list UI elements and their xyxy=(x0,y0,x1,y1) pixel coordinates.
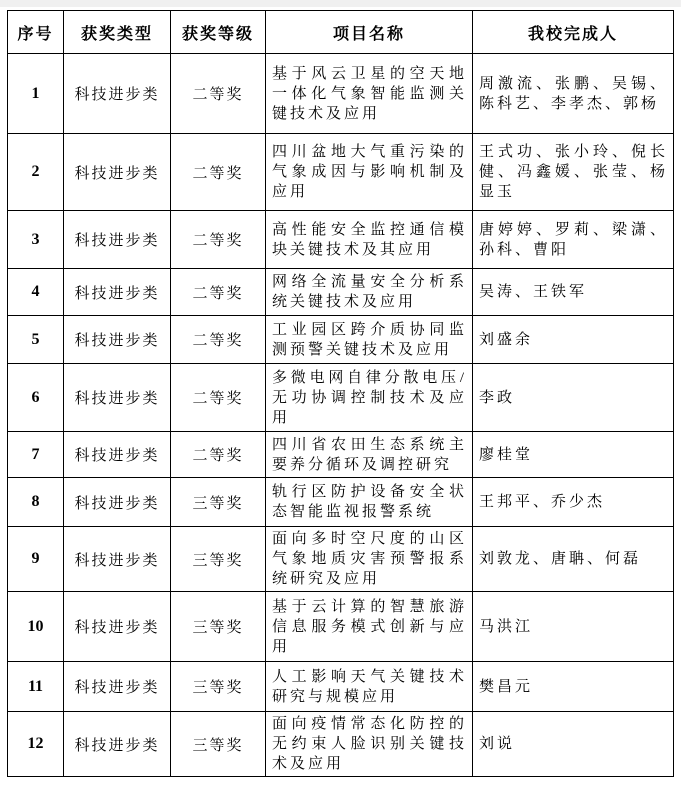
cell-members: 马洪江 xyxy=(473,592,674,662)
cell-no: 10 xyxy=(8,592,64,662)
awards-table xyxy=(7,10,674,777)
cell-project-name: 基于风云卫星的空天地一体化气象智能监测关键技术及应用 xyxy=(266,54,473,134)
cell-project-name: 人工影响天气关键技术研究与规模应用 xyxy=(266,662,473,712)
cell-award-level: 二等奖 xyxy=(171,432,266,478)
cell-award-type: 科技进步类 xyxy=(64,712,171,777)
cell-no: 8 xyxy=(8,478,64,527)
table-row xyxy=(8,478,674,527)
cell-members: 刘说 xyxy=(473,712,674,777)
cell-project-name: 轨行区防护设备安全状态智能监视报警系统 xyxy=(266,478,473,527)
table-row xyxy=(8,211,674,269)
cell-no: 7 xyxy=(8,432,64,478)
cell-members: 李政 xyxy=(473,364,674,432)
cell-award-level: 三等奖 xyxy=(171,662,266,712)
cell-members: 樊昌元 xyxy=(473,662,674,712)
cell-award-type: 科技进步类 xyxy=(64,478,171,527)
cell-no: 9 xyxy=(8,527,64,592)
cell-no: 4 xyxy=(8,269,64,316)
cell-award-type: 科技进步类 xyxy=(64,134,171,211)
cell-award-level: 三等奖 xyxy=(171,527,266,592)
header-award-type: 获奖类型 xyxy=(64,11,171,54)
cell-members: 唐婷婷、罗莉、梁潇、孙科、曹阳 xyxy=(473,211,674,269)
cell-award-type: 科技进步类 xyxy=(64,364,171,432)
cell-project-name: 多微电网自律分散电压/无功协调控制技术及应用 xyxy=(266,364,473,432)
page-top-strip xyxy=(0,0,681,7)
cell-no: 5 xyxy=(8,316,64,364)
cell-award-type: 科技进步类 xyxy=(64,211,171,269)
cell-award-level: 二等奖 xyxy=(171,134,266,211)
table-row xyxy=(8,527,674,592)
cell-members: 王邦平、乔少杰 xyxy=(473,478,674,527)
cell-award-type: 科技进步类 xyxy=(64,269,171,316)
cell-project-name: 基于云计算的智慧旅游信息服务模式创新与应用 xyxy=(266,592,473,662)
cell-members: 刘盛余 xyxy=(473,316,674,364)
cell-members: 周激流、张鹏、吴锡、陈科艺、李孝杰、郭杨 xyxy=(473,54,674,134)
cell-project-name: 四川盆地大气重污染的气象成因与影响机制及应用 xyxy=(266,134,473,211)
cell-no: 1 xyxy=(8,54,64,134)
cell-award-level: 三等奖 xyxy=(171,712,266,777)
table-row xyxy=(8,54,674,134)
cell-award-level: 二等奖 xyxy=(171,211,266,269)
cell-no: 11 xyxy=(8,662,64,712)
table-row xyxy=(8,134,674,211)
table-row xyxy=(8,316,674,364)
cell-award-level: 二等奖 xyxy=(171,269,266,316)
table-row xyxy=(8,432,674,478)
cell-no: 12 xyxy=(8,712,64,777)
cell-award-level: 二等奖 xyxy=(171,364,266,432)
cell-award-level: 三等奖 xyxy=(171,478,266,527)
header-no: 序号 xyxy=(8,11,64,54)
table-row xyxy=(8,364,674,432)
cell-project-name: 四川省农田生态系统主要养分循环及调控研究 xyxy=(266,432,473,478)
cell-award-level: 二等奖 xyxy=(171,54,266,134)
cell-project-name: 面向疫情常态化防控的无约束人脸识别关键技术及应用 xyxy=(266,712,473,777)
cell-project-name: 网络全流量安全分析系统关键技术及应用 xyxy=(266,269,473,316)
header-award-level: 获奖等级 xyxy=(171,11,266,54)
cell-award-type: 科技进步类 xyxy=(64,592,171,662)
cell-no: 6 xyxy=(8,364,64,432)
cell-award-level: 三等奖 xyxy=(171,592,266,662)
table-header-row xyxy=(8,11,674,54)
table-row xyxy=(8,662,674,712)
table-row xyxy=(8,269,674,316)
cell-project-name: 面向多时空尺度的山区气象地质灾害预警报系统研究及应用 xyxy=(266,527,473,592)
cell-project-name: 高性能安全监控通信模块关键技术及其应用 xyxy=(266,211,473,269)
cell-award-type: 科技进步类 xyxy=(64,54,171,134)
cell-award-type: 科技进步类 xyxy=(64,432,171,478)
cell-members: 王式功、张小玲、倪长健、冯鑫媛、张莹、杨显玉 xyxy=(473,134,674,211)
cell-award-type: 科技进步类 xyxy=(64,662,171,712)
table-row xyxy=(8,712,674,777)
table-row xyxy=(8,592,674,662)
cell-members: 刘敦龙、唐聃、何磊 xyxy=(473,527,674,592)
header-members: 我校完成人 xyxy=(473,11,674,54)
cell-no: 3 xyxy=(8,211,64,269)
header-project-name: 项目名称 xyxy=(266,11,473,54)
cell-project-name: 工业园区跨介质协同监测预警关键技术及应用 xyxy=(266,316,473,364)
cell-members: 吴涛、王铁军 xyxy=(473,269,674,316)
cell-award-type: 科技进步类 xyxy=(64,527,171,592)
cell-no: 2 xyxy=(8,134,64,211)
cell-members: 廖桂堂 xyxy=(473,432,674,478)
cell-award-level: 二等奖 xyxy=(171,316,266,364)
cell-award-type: 科技进步类 xyxy=(64,316,171,364)
